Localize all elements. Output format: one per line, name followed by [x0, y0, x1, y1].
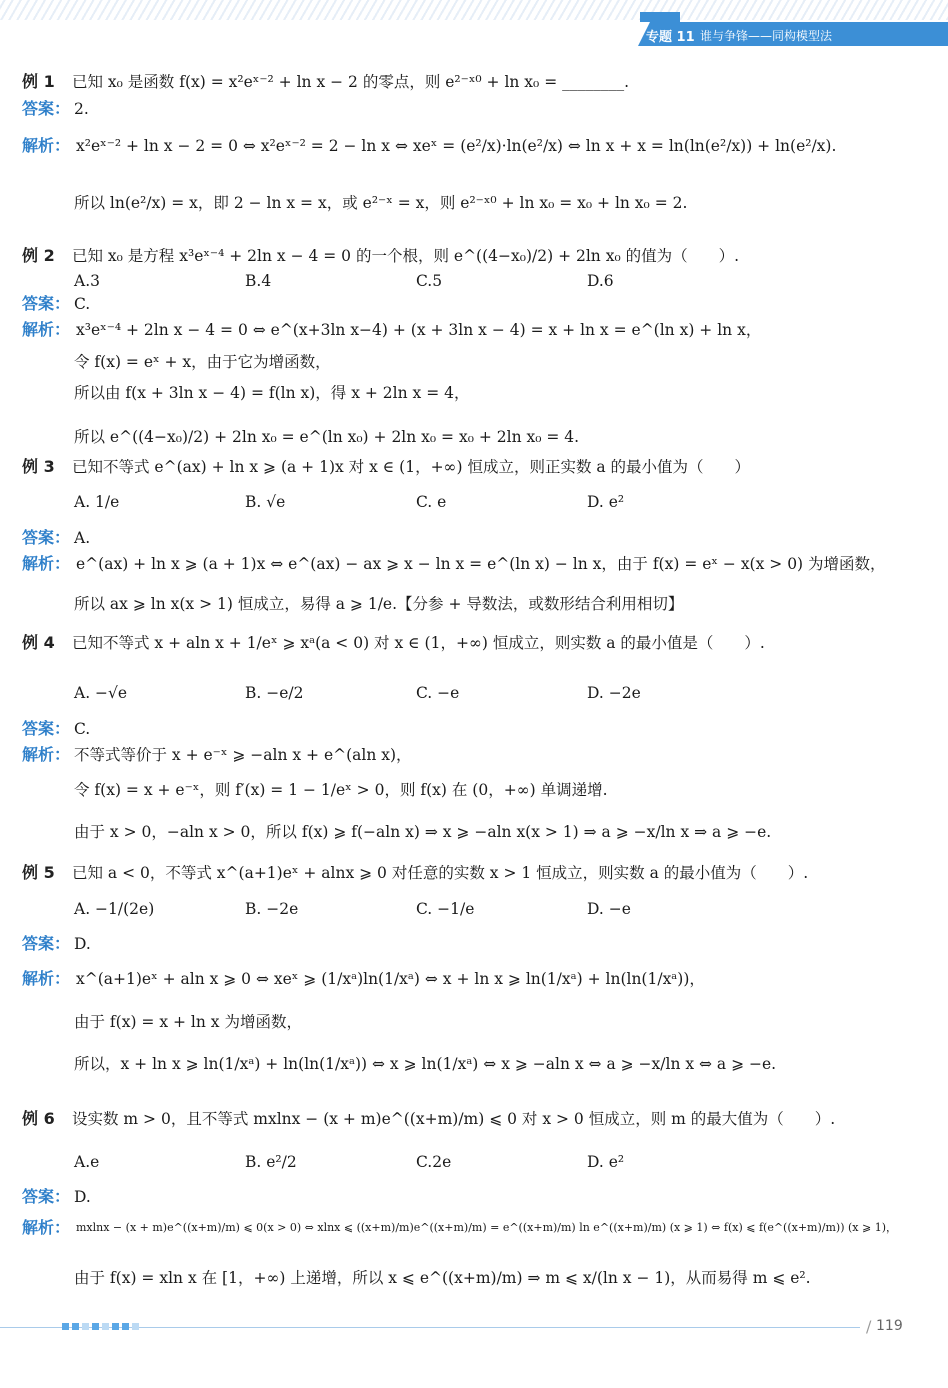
answer-text: C.: [74, 720, 91, 738]
option-d: D.6: [587, 272, 614, 290]
question-text: 已知不等式 x + aln x + 1/eˣ ⩾ xᵃ(a < 0) 对 x ∈ (1，+∞) 恒成立，则实数 a 的最小值是（ ）.: [72, 634, 765, 652]
answer-label: 答案：: [22, 528, 71, 547]
question-text: 设实数 m > 0，且不等式 mxlnx − (x + m)e^((x+m)/m) ⩽ 0 对 x > 0 恒成立，则 m 的最大值为（ ）.: [72, 1110, 836, 1128]
question-text: 已知不等式 e^(ax) + ln x ⩾ (a + 1)x 对 x ∈ (1，+∞) 恒成立，则正实数 a 的最小值为（ ）: [72, 458, 751, 476]
option-d: D. −2e: [587, 684, 641, 702]
option-a: A. −√e: [74, 684, 128, 702]
solution-line: 由于 f(x) = xln x 在 [1，+∞) 上递增，所以 x ⩽ e^((x+m)/m) ⇒ m ⩽ x/(ln x − 1)，从而易得 m ⩽ e².: [74, 1269, 811, 1287]
question-text: 已知 x₀ 是方程 x³eˣ⁻⁴ + 2ln x − 4 = 0 的一个根，则 e^((4−x₀)/2) + 2ln x₀ 的值为（ ）.: [72, 247, 740, 265]
page-number: 119: [876, 1318, 903, 1334]
solution-label: 解析：: [22, 745, 71, 764]
example-label: 例 3: [22, 457, 55, 476]
answer-label: 答案：: [22, 934, 71, 953]
example-label: 例 4: [22, 633, 55, 652]
option-b: B. −e/2: [245, 684, 304, 702]
question-text: 已知 a < 0，不等式 x^(a+1)eˣ + alnx ⩾ 0 对任意的实数 x > 1 恒成立，则实数 a 的最小值为（ ）.: [72, 864, 809, 882]
solution-line: 令 f(x) = eˣ + x，由于它为增函数，: [74, 353, 331, 371]
answer-text: 2.: [74, 100, 89, 118]
example-label: 例 5: [22, 863, 55, 882]
solution-line: 所以由 f(x + 3ln x − 4) = f(ln x)，得 x + 2ln x = 4，: [74, 384, 470, 402]
option-c: C. e: [416, 493, 447, 511]
option-b: B.4: [245, 272, 272, 290]
option-c: C. −e: [416, 684, 460, 702]
header-accent: [640, 12, 680, 22]
answer-text: D.: [74, 935, 91, 953]
answer-label: 答案：: [22, 719, 71, 738]
page-slash: /: [866, 1317, 872, 1336]
option-b: B. √e: [245, 493, 286, 511]
option-a: A.e: [74, 1153, 100, 1171]
solution-label: 解析：: [22, 969, 71, 988]
option-b: B. −2e: [245, 900, 299, 918]
answer-label: 答案：: [22, 294, 71, 313]
option-c: C. −1/e: [416, 900, 475, 918]
solution-label: 解析：: [22, 554, 71, 573]
header-topic: 专题 11: [646, 30, 695, 45]
answer-label: 答案：: [22, 1187, 71, 1206]
option-b: B. e²/2: [245, 1153, 297, 1171]
option-d: D. e²: [587, 493, 625, 511]
example-label: 例 2: [22, 246, 55, 265]
header-stripes: [0, 0, 948, 20]
solution-line: 由于 f(x) = x + ln x 为增函数，: [74, 1013, 302, 1031]
answer-text: D.: [74, 1188, 91, 1206]
solution-line: 不等式等价于 x + e⁻ˣ ⩾ −aln x + e^(aln x)，: [74, 746, 412, 764]
solution-line: e^(ax) + ln x ⩾ (a + 1)x ⇔ e^(ax) − ax ⩾ x − ln x = e^(ln x) − ln x，由于 f(x) = eˣ − x(x > 0) 为增函数，: [76, 555, 886, 573]
answer-label: 答案：: [22, 99, 71, 118]
option-a: A. 1/e: [74, 493, 120, 511]
option-a: A. −1/(2e): [74, 900, 155, 918]
example-label: 例 6: [22, 1109, 55, 1128]
solution-label: 解析：: [22, 320, 71, 339]
solution-line: 由于 x > 0，−aln x > 0，所以 f(x) ⩾ f(−aln x) ⇒ x ⩾ −aln x(x > 1) ⇒ a ⩾ −x/ln x ⇒ a ⩾ −e.: [74, 823, 772, 841]
answer-text: C.: [74, 295, 91, 313]
option-d: D. e²: [587, 1153, 625, 1171]
question-text: 已知 x₀ 是函数 f(x) = x²eˣ⁻² + ln x − 2 的零点，则 e²⁻ˣ⁰ + ln x₀ = ________.: [72, 73, 630, 91]
option-a: A.3: [74, 272, 100, 290]
solution-line: 所以，x + ln x ⩾ ln(1/xᵃ) + ln(ln(1/xᵃ)) ⇔ x ⩾ ln(1/xᵃ) ⇔ x ⩾ −aln x ⇔ a ⩾ −x/ln x ⇔ a ⩾ −e.: [74, 1055, 777, 1073]
solution-line: 所以 e^((4−x₀)/2) + 2ln x₀ = e^(ln x₀) + 2ln x₀ = x₀ + 2ln x₀ = 4.: [74, 428, 580, 446]
solution-label: 解析：: [22, 1218, 71, 1237]
footer-decoration: [62, 1323, 139, 1330]
option-c: C.5: [416, 272, 443, 290]
option-d: D. −e: [587, 900, 631, 918]
solution-line: 令 f(x) = x + e⁻ˣ，则 f′(x) = 1 − 1/eˣ > 0，则 f(x) 在 (0，+∞) 单调递增.: [74, 781, 608, 799]
answer-text: A.: [74, 529, 91, 547]
solution-line: x^(a+1)eˣ + aln x ⩾ 0 ⇔ xeˣ ⩾ (1/xᵃ)ln(1/xᵃ) ⇔ x + ln x ⩾ ln(1/xᵃ) + ln(ln(1/xᵃ))，: [76, 970, 705, 988]
solution-line: x³eˣ⁻⁴ + 2ln x − 4 = 0 ⇔ e^(x+3ln x−4) + (x + 3ln x − 4) = x + ln x = e^(ln x) + ln x，: [76, 321, 762, 339]
header-title: 谁与争锋——同构模型法: [700, 29, 833, 43]
solution-label: 解析：: [22, 136, 71, 155]
example-label: 例 1: [22, 72, 55, 91]
solution-line: 所以 ln(e²/x) = x，即 2 − ln x = x，或 e²⁻ˣ = x，则 e²⁻ˣ⁰ + ln x₀ = x₀ + ln x₀ = 2.: [74, 194, 688, 212]
option-c: C.2e: [416, 1153, 452, 1171]
solution-line: 所以 ax ⩾ ln x(x > 1) 恒成立，易得 a ⩾ 1/e.【分参 + 导数法，或数形结合利用相切】: [74, 595, 684, 613]
solution-line: mxlnx − (x + m)e^((x+m)/m) ⩽ 0(x > 0) ⇔ xlnx ⩽ ((x+m)/m)e^((x+m)/m) = e^((x+m)/m) ln e^((x+m)/m) (x ⩾ 1) ⇔ f(x) ⩽ f(e^((x+m)/m)) (x ⩾ 1)，: [76, 1221, 897, 1234]
solution-line: x²eˣ⁻² + ln x − 2 = 0 ⇔ x²eˣ⁻² = 2 − ln x ⇔ xeˣ = (e²/x)·ln(e²/x) ⇔ ln x + x = ln(ln(e²/x)) + ln(e²/x).: [76, 137, 837, 155]
